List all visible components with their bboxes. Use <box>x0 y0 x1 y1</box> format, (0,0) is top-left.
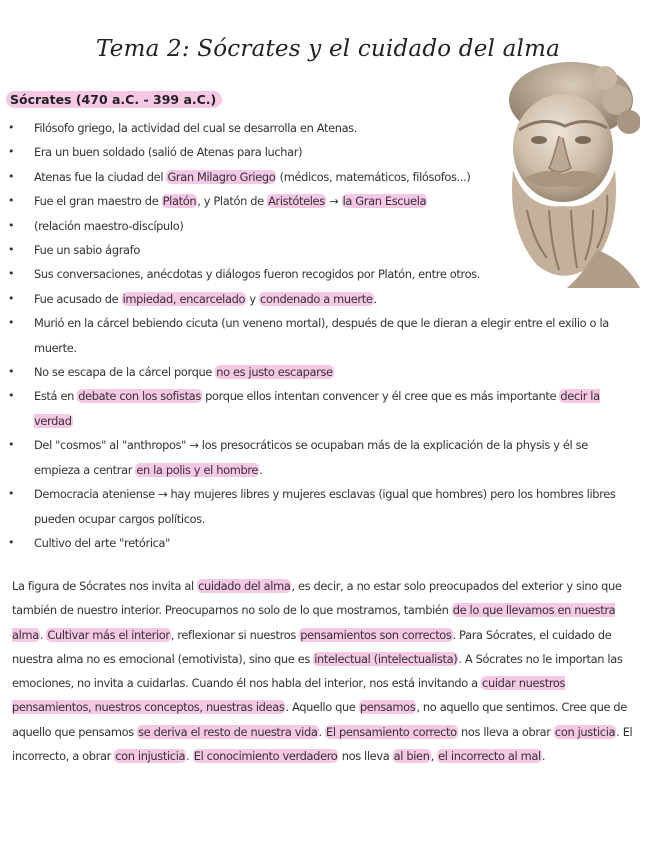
bullet-item <box>6 482 632 531</box>
bullet-item <box>6 360 632 384</box>
page-title: Tema 2: Sócrates y el cuidado del alma <box>96 36 560 62</box>
text-segment: . <box>318 724 326 739</box>
text-segment: porque ellos intentan convencer y él cree que es más importante <box>201 389 560 404</box>
text-segment: Filósofo griego, la actividad del cual se desarrolla en Atenas. <box>34 121 358 135</box>
text-segment: Atenas fue la ciudad del <box>34 169 167 184</box>
highlighted-text: Aristóteles <box>268 194 325 209</box>
text-segment: . El incorrecto, a obrar <box>12 724 633 764</box>
text-segment: Cultivo del arte "retórica" <box>34 535 171 550</box>
bullet-item <box>6 238 632 262</box>
text-segment: , no aquello que sentimos. Cree que de aquello que pensamos <box>12 700 627 739</box>
highlighted-text: no es justo escaparse <box>216 365 333 380</box>
highlighted-text: debate con los sofistas <box>78 389 201 404</box>
highlighted-text: El conocimiento verdadero <box>193 749 338 764</box>
highlighted-text: cuidar nuestros pensamientos, nuestros conceptos, nuestras ideas <box>12 676 566 715</box>
text-segment: . <box>186 749 193 764</box>
highlighted-text: Cultivar más el interior <box>47 627 170 642</box>
bullet-item <box>6 116 632 140</box>
highlighted-text: al bien <box>393 749 430 764</box>
text-segment: , reflexionar si nuestros <box>170 627 300 642</box>
highlighted-text: en la polis y el hombre <box>136 462 259 477</box>
text-segment: (relación maestro-discípulo) <box>34 218 184 233</box>
highlighted-text: decir la verdad <box>34 389 600 428</box>
bullet-item <box>6 384 632 433</box>
text-segment: , es decir, a no estar solo preocupados del exterior y sino que también de nuestro interior. Preocuparnos no solo de lo que mostramos, también <box>12 579 622 618</box>
text-segment: . Aquello que <box>285 700 359 715</box>
text-segment: (médicos, matemáticos, filósofos...) <box>276 169 471 184</box>
text-segment: , <box>430 749 438 764</box>
text-segment: Era un buen soldado (salió de Atenas para luchar) <box>34 145 303 160</box>
highlighted-text: intelectual (intelectualista) <box>314 651 458 666</box>
highlighted-text: Platón <box>162 194 197 209</box>
highlighted-text: el incorrecto al mal <box>438 749 541 764</box>
text-segment: y <box>246 291 260 306</box>
highlighted-text: de lo que llevamos en nuestra alma <box>12 603 616 642</box>
text-segment: Sus conversaciones, anécdotas y diálogos fueron recogidos por Platón, entre otros. <box>34 267 481 282</box>
highlighted-text: con justicia <box>554 724 616 739</box>
highlighted-text: Gran Milagro Griego <box>167 169 276 184</box>
bullet-item <box>6 214 632 238</box>
bullet-item <box>6 262 632 286</box>
highlighted-text: condenado a muerte <box>260 291 373 306</box>
highlighted-text: impiedad, encarcelado <box>122 291 246 306</box>
bullet-item <box>6 140 632 164</box>
body-paragraph <box>12 574 640 768</box>
bullet-list <box>6 116 632 555</box>
text-segment: Fue acusado de <box>34 291 122 306</box>
bullet-item <box>6 165 632 189</box>
highlighted-text: El pensamiento correcto <box>326 724 457 739</box>
highlighted-text: con injusticia <box>115 749 186 764</box>
text-segment: → <box>325 194 342 209</box>
text-segment: Fue un sabio ágrafo <box>34 243 140 258</box>
text-segment: Del "cosmos" al "anthropos" → los presocráticos se ocupaban más de la explicación de la physis y él se empieza a centrar <box>34 438 588 477</box>
highlighted-text: se deriva el resto de nuestra vida <box>138 724 318 739</box>
bullet-item <box>6 433 632 482</box>
bullet-item <box>6 189 632 213</box>
text-segment: nos lleva a obrar <box>457 724 554 739</box>
highlighted-text: la Gran Escuela <box>342 194 427 209</box>
bullet-item <box>6 287 632 311</box>
text-segment: , y Platón de <box>197 194 268 209</box>
text-segment: . A Sócrates no le importan las emociones, no invita a cuidarlas. Cuando él nos habla del interior, nos está invitando a <box>12 651 623 691</box>
text-segment: nos lleva <box>338 749 393 764</box>
text-segment: . <box>373 291 377 306</box>
text-segment: Murió en la cárcel bebiendo cicuta (un veneno mortal), después de que le dieran a elegir entre el exilio o la muerte. <box>34 316 609 355</box>
bullet-item <box>6 311 632 360</box>
text-segment: . Para Sócrates, el cuidado de nuestra alma no es emocional (emotivista), sino que es <box>12 627 612 666</box>
bullet-item <box>6 531 632 555</box>
text-segment: Está en <box>34 389 78 404</box>
text-segment: Fue el gran maestro de <box>34 194 162 209</box>
highlighted-text: cuidado del alma <box>198 579 291 593</box>
text-segment: La figura de Sócrates nos invita al <box>12 579 198 593</box>
text-segment: . <box>259 462 263 477</box>
text-segment: No se escapa de la cárcel porque <box>34 365 216 380</box>
text-segment: Democracia ateniense → hay mujeres libres y mujeres esclavas (igual que hombres) pero los hombres libres pueden ocupar cargos políticos. <box>34 487 616 526</box>
text-segment: . <box>541 749 546 764</box>
highlighted-text: pensamos <box>359 700 416 715</box>
highlighted-text: pensamientos son correctos <box>300 627 452 642</box>
text-segment: . <box>39 627 47 642</box>
section-heading: Sócrates (470 a.C. - 399 a.C.) <box>6 91 222 108</box>
